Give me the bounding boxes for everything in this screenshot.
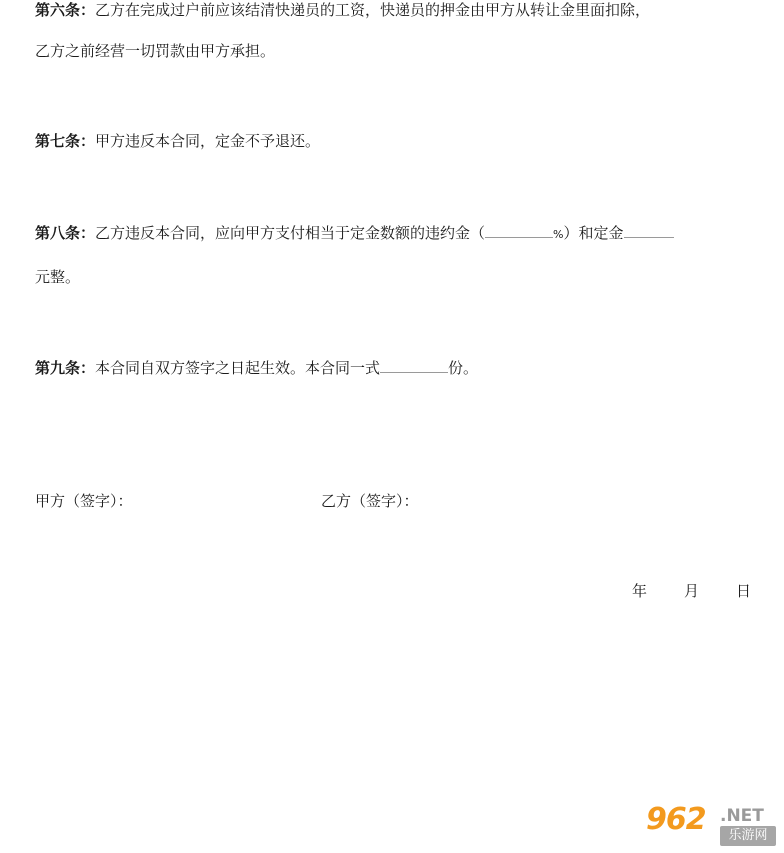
date-day: 日 [736,582,752,600]
date-year: 年 [632,582,648,600]
watermark-net: .NET [720,806,764,826]
article-8-text-before: 乙方违反本合同，应向甲方支付相当于定金数额的违约金（ [95,224,486,242]
article-6-line-1 [35,0,650,20]
article-7-text: 甲方违反本合同，定金不予退还。 [95,132,321,150]
article-6-text: 乙方在完成过户前应该结清快递员的工资，快递员的押金由甲方从转让金里面扣除， [95,1,651,19]
article-8-label: 第八条： [35,224,96,242]
article-9-text-before: 本合同自双方签字之日起生效。本合同一式 [95,359,381,377]
article-6-label: 第六条： [35,1,96,19]
site-watermark [646,803,778,849]
article-9-text-after: 份。 [448,359,479,377]
percent-sign: % [553,228,564,241]
article-9-label: 第九条： [35,359,96,377]
article-8-text-middle: ）和定金 [563,224,624,242]
party-b-signature: 乙方（签字）： [321,492,419,510]
article-7 [35,131,320,151]
party-a-signature: 甲方（签字）： [35,492,133,510]
article-7-label: 第七条： [35,132,96,150]
article-6-line-2: 乙方之前经营一切罚款由甲方承担。 [35,42,276,60]
article-8-line-1 [35,221,674,245]
article-9 [35,356,478,378]
watermark-site-name: 乐游网 [720,826,776,846]
date-month: 月 [684,582,700,600]
copies-count-blank[interactable] [380,356,448,373]
deposit-amount-blank[interactable] [624,221,674,238]
article-8-line-2: 元整。 [35,268,81,286]
watermark-logo: 962 [646,802,706,837]
penalty-percent-blank[interactable] [485,221,553,238]
